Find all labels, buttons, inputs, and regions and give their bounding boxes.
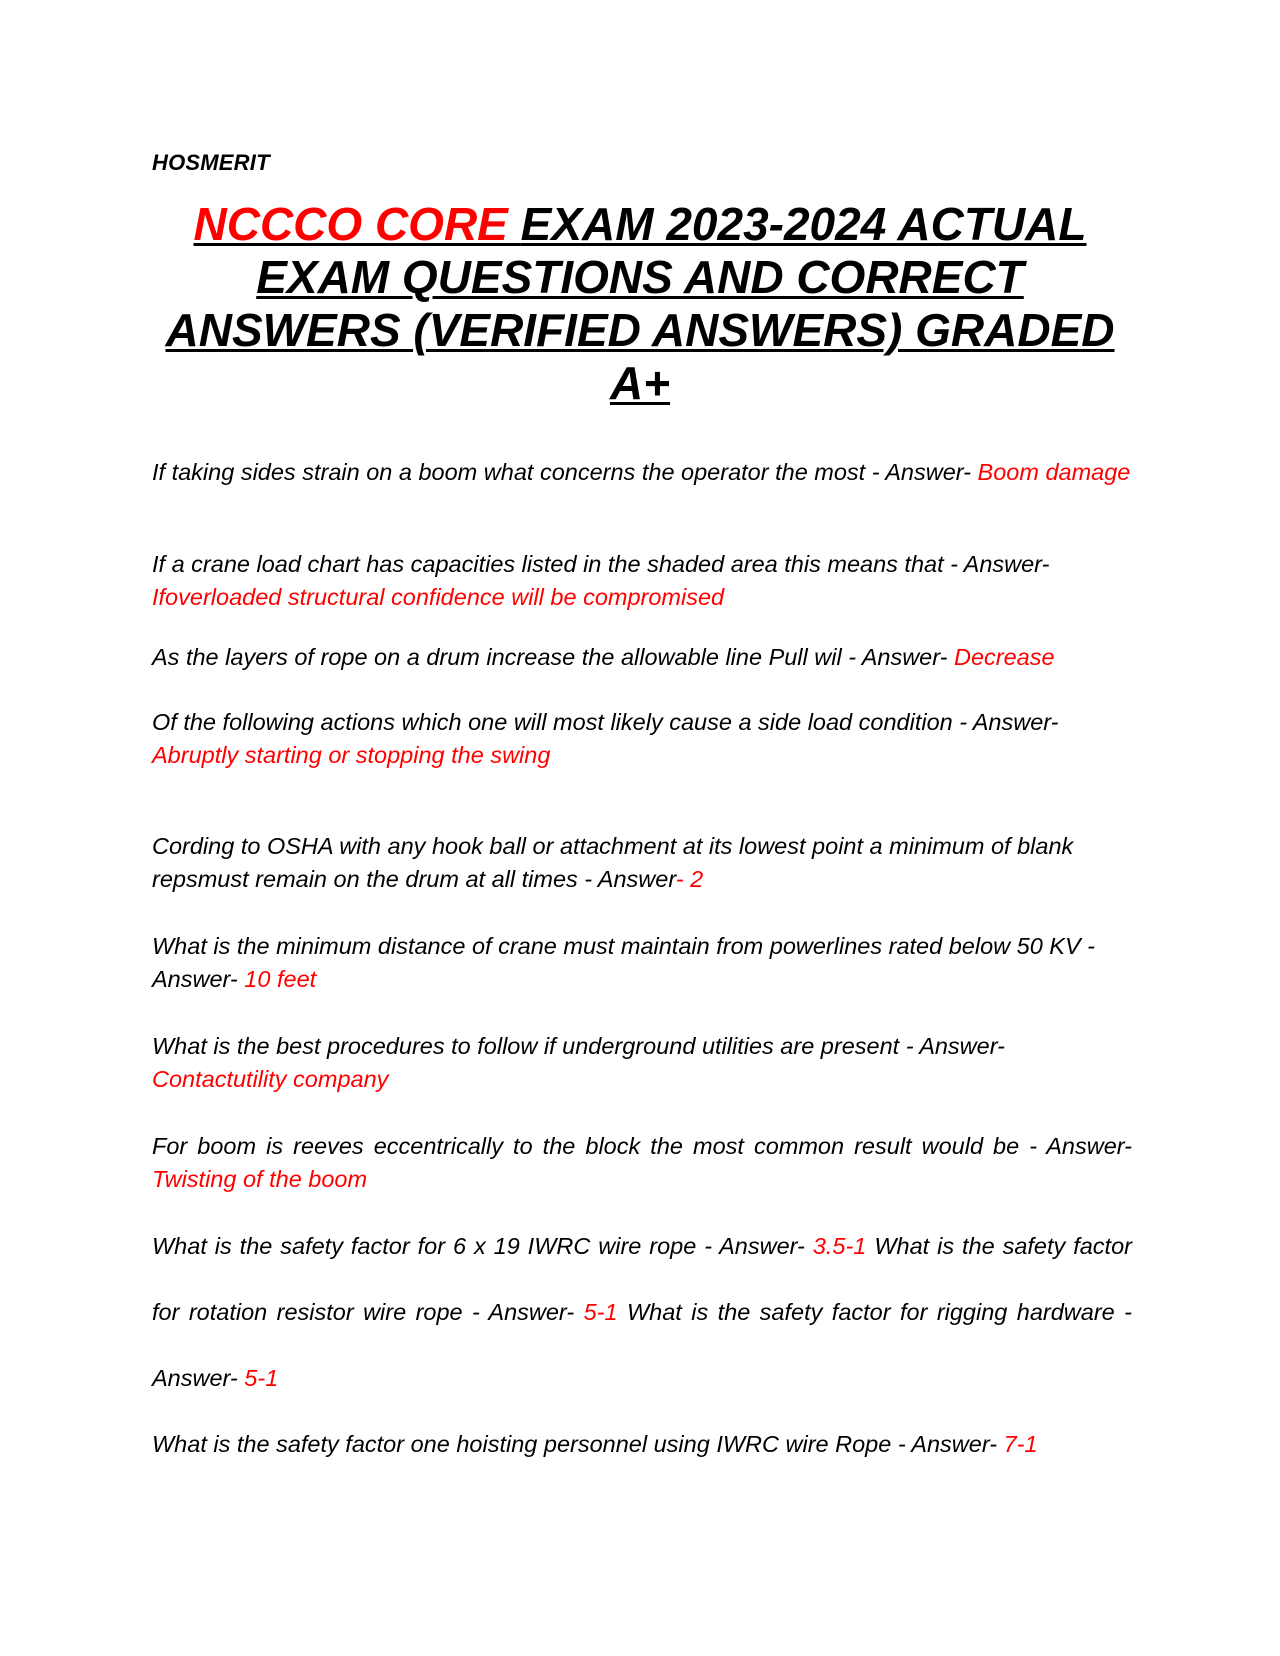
- answer-text: 3.5-1: [812, 1233, 867, 1259]
- qa-item: [152, 830, 1132, 896]
- question-text: What is the safety factor one hoisting personnel using IWRC wire Rope - Answer-: [152, 1431, 1004, 1457]
- qa-item: [152, 641, 1132, 674]
- qa-item: [152, 548, 1132, 614]
- title-main: EXAM 2023-2024 ACTUAL EXAM QUESTIONS AND CORRECT ANSWERS (VERIFIED ANSWERS) GRADED A+: [165, 198, 1115, 409]
- qa-item: [152, 706, 1132, 772]
- document-title: [140, 198, 1140, 410]
- qa-item: [152, 1130, 1132, 1196]
- question-text: Of the following actions which one will most likely cause a side load condition - Answer-: [152, 709, 1059, 735]
- question-text: What is the safety factor for rigging hardware - Answer-: [152, 1299, 1132, 1391]
- answer-text: 10 feet: [244, 966, 317, 992]
- qa-item: [152, 458, 1132, 486]
- answer-text: 5-1: [583, 1299, 618, 1325]
- qa-item: [152, 930, 1132, 996]
- qa-item: [152, 1213, 1132, 1411]
- answer-text: 7-1: [1003, 1431, 1038, 1457]
- title-highlight: NCCCO CORE: [193, 198, 521, 250]
- brand-label: HOSMERIT: [152, 150, 270, 175]
- question-text: Cording to OSHA with any hook ball or attachment at its lowest point a minimum of blank repsmust remain on the drum at all times - Answer: [152, 833, 1074, 892]
- answer-text: Ifoverloaded structural confidence will be compromised: [152, 584, 725, 610]
- question-text: What is the minimum distance of crane must maintain from powerlines rated below 50 KV -Answer-: [152, 933, 1096, 992]
- question-text: As the layers of rope on a drum increase the allowable line Pull wil - Answer-: [152, 644, 954, 670]
- question-text: If taking sides strain on a boom what concerns the operator the most - Answer-: [152, 459, 978, 485]
- answer-text: Twisting of the boom: [152, 1166, 368, 1192]
- answer-text: Boom damage: [977, 459, 1131, 485]
- answer-text: Contactutility company: [152, 1066, 389, 1092]
- question-text: What is the best procedures to follow if underground utilities are present - Answer-: [152, 1033, 1005, 1059]
- answer-text: Abruptly starting or stopping the swing: [152, 742, 551, 768]
- answer-text: 5-1: [244, 1365, 279, 1391]
- qa-item: [152, 1428, 1132, 1461]
- answer-text: Decrease: [954, 644, 1055, 670]
- answer-text: - 2: [675, 866, 704, 892]
- question-text: If a crane load chart has capacities listed in the shaded area this means that - Answer-: [152, 551, 1050, 577]
- question-text: What is the safety factor for 6 x 19 IWRC wire rope - Answer-: [152, 1233, 813, 1259]
- question-text: For boom is reeves eccentrically to the block the most common result would be - Answer-: [152, 1133, 1132, 1159]
- question-text: What is the safety factor for rotation resistor wire rope - Answer-: [152, 1233, 1132, 1325]
- qa-item: [152, 1030, 1132, 1096]
